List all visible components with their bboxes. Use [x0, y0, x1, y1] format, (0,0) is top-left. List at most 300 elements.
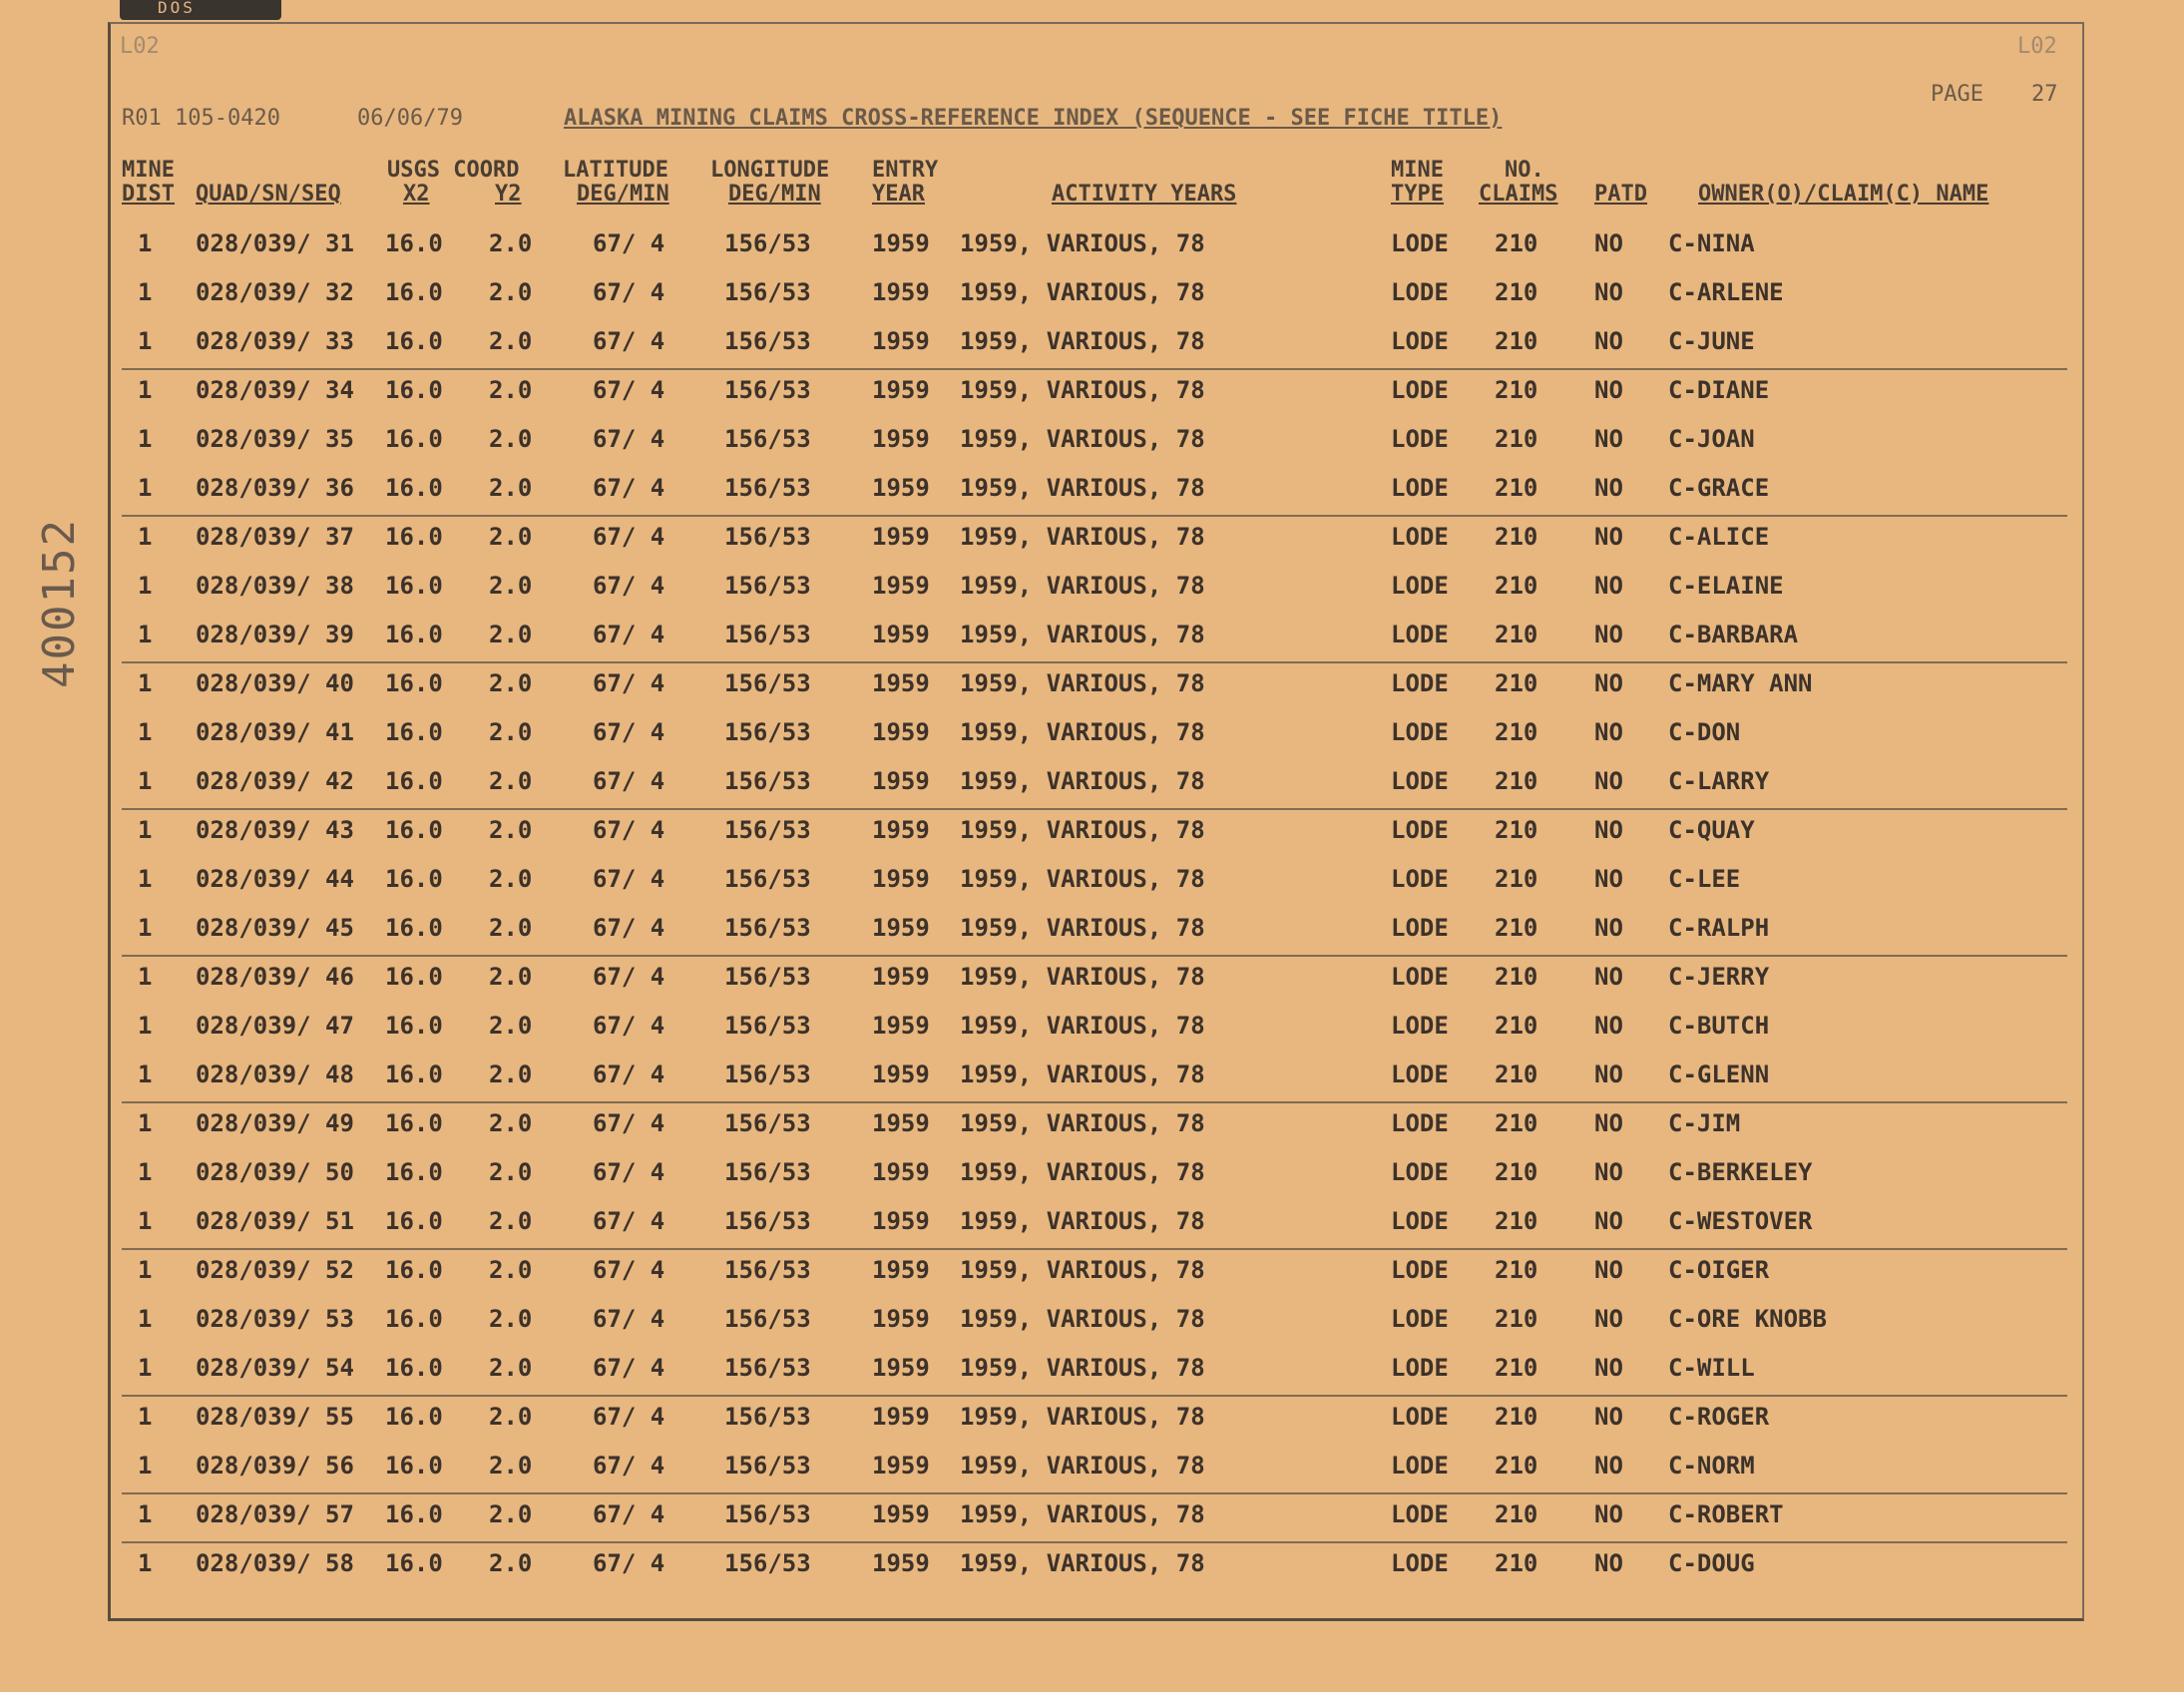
cell-name: C-DOUG	[1668, 1549, 1755, 1577]
cell-entry: 1959	[872, 1060, 930, 1088]
cell-y2: 2.0	[489, 767, 533, 795]
cell-lon: 156/53	[724, 1305, 811, 1333]
cell-x2: 16.0	[385, 1109, 443, 1137]
cell-entry: 1959	[872, 1549, 930, 1577]
cell-patd: NO	[1594, 229, 1623, 257]
cell-lon: 156/53	[724, 1158, 811, 1186]
cell-lat: 67/ 4	[593, 376, 665, 404]
report-title: ALASKA MINING CLAIMS CROSS-REFERENCE INDEX (SEQUENCE - SEE FICHE TITLE)	[564, 106, 1503, 131]
header-quad: QUAD/SN/SEQ	[196, 182, 341, 207]
table-row	[0, 914, 2184, 964]
table-row	[0, 1012, 2184, 1061]
cell-type: LODE	[1391, 1452, 1449, 1480]
side-stamp-number: 400152	[34, 518, 85, 688]
cell-lon: 156/53	[724, 229, 811, 257]
table-row	[0, 718, 2184, 768]
cell-entry: 1959	[872, 425, 930, 453]
cell-x2: 16.0	[385, 1452, 443, 1480]
cell-name: C-JUNE	[1668, 327, 1755, 355]
cell-claims: 210	[1495, 865, 1538, 893]
cell-entry: 1959	[872, 914, 930, 942]
cell-patd: NO	[1594, 1403, 1623, 1431]
cell-name: C-DIANE	[1668, 376, 1770, 404]
cell-quad: 028/039/ 42	[196, 767, 354, 795]
cell-lat: 67/ 4	[593, 718, 665, 746]
cell-activity: 1959, VARIOUS, 78	[960, 1305, 1205, 1333]
cell-name: C-WILL	[1668, 1354, 1755, 1382]
cell-y2: 2.0	[489, 1012, 533, 1040]
cell-activity: 1959, VARIOUS, 78	[960, 621, 1205, 648]
cell-y2: 2.0	[489, 1403, 533, 1431]
cell-quad: 028/039/ 56	[196, 1452, 354, 1480]
cell-x2: 16.0	[385, 669, 443, 697]
cell-type: LODE	[1391, 474, 1449, 502]
cell-x2: 16.0	[385, 816, 443, 844]
cell-quad: 028/039/ 39	[196, 621, 354, 648]
cell-name: C-QUAY	[1668, 816, 1755, 844]
cell-quad: 028/039/ 49	[196, 1109, 354, 1137]
cell-name: C-GRACE	[1668, 474, 1770, 502]
cell-dist: 1	[138, 621, 153, 648]
cell-claims: 210	[1495, 474, 1538, 502]
cell-x2: 16.0	[385, 865, 443, 893]
cell-quad: 028/039/ 34	[196, 376, 354, 404]
cell-quad: 028/039/ 48	[196, 1060, 354, 1088]
cell-quad: 028/039/ 45	[196, 914, 354, 942]
cell-quad: 028/039/ 38	[196, 572, 354, 600]
report-id: R01 105-0420	[122, 106, 280, 131]
cell-quad: 028/039/ 32	[196, 278, 354, 306]
cell-activity: 1959, VARIOUS, 78	[960, 1060, 1205, 1088]
cell-type: LODE	[1391, 1060, 1449, 1088]
cell-quad: 028/039/ 40	[196, 669, 354, 697]
cell-entry: 1959	[872, 669, 930, 697]
cell-name: C-GLENN	[1668, 1060, 1770, 1088]
cell-y2: 2.0	[489, 572, 533, 600]
cell-patd: NO	[1594, 1012, 1623, 1040]
cell-lon: 156/53	[724, 1549, 811, 1577]
cell-dist: 1	[138, 767, 153, 795]
cell-dist: 1	[138, 229, 153, 257]
header-lon-units: DEG/MIN	[728, 182, 821, 207]
header-dist: DIST	[122, 182, 175, 207]
cell-lon: 156/53	[724, 327, 811, 355]
cell-lon: 156/53	[724, 621, 811, 648]
cell-claims: 210	[1495, 1207, 1538, 1235]
cell-entry: 1959	[872, 1500, 930, 1528]
cell-dist: 1	[138, 1403, 153, 1431]
cell-entry: 1959	[872, 1207, 930, 1235]
cell-name: C-LARRY	[1668, 767, 1770, 795]
cell-y2: 2.0	[489, 229, 533, 257]
cell-lat: 67/ 4	[593, 865, 665, 893]
cell-quad: 028/039/ 50	[196, 1158, 354, 1186]
table-row	[0, 1452, 2184, 1501]
cell-patd: NO	[1594, 1305, 1623, 1333]
cell-lon: 156/53	[724, 1256, 811, 1284]
table-row	[0, 963, 2184, 1013]
header-activity-years: ACTIVITY YEARS	[1052, 182, 1237, 207]
cell-lon: 156/53	[724, 1012, 811, 1040]
cell-x2: 16.0	[385, 1207, 443, 1235]
cell-lat: 67/ 4	[593, 1256, 665, 1284]
cell-entry: 1959	[872, 865, 930, 893]
cell-type: LODE	[1391, 963, 1449, 991]
header-claims: CLAIMS	[1479, 182, 1558, 207]
cell-claims: 210	[1495, 621, 1538, 648]
cell-dist: 1	[138, 1549, 153, 1577]
table-row	[0, 1207, 2184, 1257]
cell-activity: 1959, VARIOUS, 78	[960, 523, 1205, 551]
cell-lon: 156/53	[724, 865, 811, 893]
cell-x2: 16.0	[385, 474, 443, 502]
cell-dist: 1	[138, 1158, 153, 1186]
cell-claims: 210	[1495, 767, 1538, 795]
cell-lat: 67/ 4	[593, 1354, 665, 1382]
cell-x2: 16.0	[385, 1012, 443, 1040]
header-type: TYPE	[1391, 182, 1444, 207]
table-row	[0, 1500, 2184, 1550]
cell-type: LODE	[1391, 523, 1449, 551]
cell-type: LODE	[1391, 669, 1449, 697]
cell-name: C-LEE	[1668, 865, 1741, 893]
cell-quad: 028/039/ 58	[196, 1549, 354, 1577]
cell-lat: 67/ 4	[593, 327, 665, 355]
cell-y2: 2.0	[489, 865, 533, 893]
cell-dist: 1	[138, 669, 153, 697]
cell-entry: 1959	[872, 278, 930, 306]
table-row	[0, 1256, 2184, 1306]
table-row	[0, 1060, 2184, 1110]
cell-activity: 1959, VARIOUS, 78	[960, 914, 1205, 942]
cell-entry: 1959	[872, 1012, 930, 1040]
header-x2: X2	[403, 182, 430, 207]
table-row	[0, 474, 2184, 524]
cell-type: LODE	[1391, 1207, 1449, 1235]
cell-activity: 1959, VARIOUS, 78	[960, 1452, 1205, 1480]
table-row	[0, 523, 2184, 573]
cell-type: LODE	[1391, 1549, 1449, 1577]
cell-quad: 028/039/ 43	[196, 816, 354, 844]
cell-type: LODE	[1391, 718, 1449, 746]
cell-x2: 16.0	[385, 278, 443, 306]
cell-name: C-ORE KNOBB	[1668, 1305, 1827, 1333]
cell-name: C-ALICE	[1668, 523, 1770, 551]
cell-x2: 16.0	[385, 1305, 443, 1333]
cell-patd: NO	[1594, 1549, 1623, 1577]
cell-entry: 1959	[872, 1403, 930, 1431]
cell-activity: 1959, VARIOUS, 78	[960, 327, 1205, 355]
cell-quad: 028/039/ 41	[196, 718, 354, 746]
cell-patd: NO	[1594, 669, 1623, 697]
cell-name: C-ARLENE	[1668, 278, 1784, 306]
cell-name: C-BERKELEY	[1668, 1158, 1813, 1186]
cell-patd: NO	[1594, 718, 1623, 746]
cell-activity: 1959, VARIOUS, 78	[960, 1256, 1205, 1284]
cell-type: LODE	[1391, 1012, 1449, 1040]
cell-type: LODE	[1391, 278, 1449, 306]
cell-patd: NO	[1594, 816, 1623, 844]
cell-claims: 210	[1495, 1012, 1538, 1040]
cell-name: C-ROGER	[1668, 1403, 1770, 1431]
cell-activity: 1959, VARIOUS, 78	[960, 229, 1205, 257]
cell-claims: 210	[1495, 1452, 1538, 1480]
cell-lon: 156/53	[724, 1207, 811, 1235]
table-row	[0, 1354, 2184, 1404]
cell-lat: 67/ 4	[593, 523, 665, 551]
cell-activity: 1959, VARIOUS, 78	[960, 1354, 1205, 1382]
cell-lat: 67/ 4	[593, 1109, 665, 1137]
corner-label-left: L02	[120, 34, 160, 59]
cell-lon: 156/53	[724, 523, 811, 551]
cell-type: LODE	[1391, 1354, 1449, 1382]
cell-quad: 028/039/ 37	[196, 523, 354, 551]
cell-x2: 16.0	[385, 376, 443, 404]
cell-claims: 210	[1495, 1549, 1538, 1577]
cell-lon: 156/53	[724, 767, 811, 795]
cell-dist: 1	[138, 816, 153, 844]
cell-lat: 67/ 4	[593, 1012, 665, 1040]
cell-dist: 1	[138, 718, 153, 746]
cell-lon: 156/53	[724, 963, 811, 991]
cell-type: LODE	[1391, 1500, 1449, 1528]
cell-lat: 67/ 4	[593, 914, 665, 942]
cell-dist: 1	[138, 376, 153, 404]
cell-lat: 67/ 4	[593, 1305, 665, 1333]
cell-claims: 210	[1495, 669, 1538, 697]
cell-y2: 2.0	[489, 278, 533, 306]
cell-lat: 67/ 4	[593, 572, 665, 600]
table-row	[0, 327, 2184, 377]
cell-claims: 210	[1495, 1403, 1538, 1431]
cell-y2: 2.0	[489, 1452, 533, 1480]
cell-x2: 16.0	[385, 1354, 443, 1382]
cell-y2: 2.0	[489, 1158, 533, 1186]
cell-claims: 210	[1495, 1354, 1538, 1382]
cell-entry: 1959	[872, 1354, 930, 1382]
cell-activity: 1959, VARIOUS, 78	[960, 963, 1205, 991]
cell-patd: NO	[1594, 1207, 1623, 1235]
cell-name: C-NORM	[1668, 1452, 1755, 1480]
cell-name: C-WESTOVER	[1668, 1207, 1813, 1235]
cell-lon: 156/53	[724, 572, 811, 600]
cell-type: LODE	[1391, 327, 1449, 355]
tab-label: DOS	[158, 0, 196, 17]
cell-lon: 156/53	[724, 278, 811, 306]
cell-patd: NO	[1594, 1158, 1623, 1186]
cell-x2: 16.0	[385, 1256, 443, 1284]
cell-dist: 1	[138, 1452, 153, 1480]
cell-claims: 210	[1495, 963, 1538, 991]
cell-x2: 16.0	[385, 572, 443, 600]
cell-lon: 156/53	[724, 1452, 811, 1480]
cell-y2: 2.0	[489, 1256, 533, 1284]
cell-patd: NO	[1594, 963, 1623, 991]
cell-entry: 1959	[872, 1256, 930, 1284]
table-row	[0, 865, 2184, 915]
cell-claims: 210	[1495, 914, 1538, 942]
table-row	[0, 1549, 2184, 1599]
cell-x2: 16.0	[385, 621, 443, 648]
cell-x2: 16.0	[385, 1549, 443, 1577]
cell-patd: NO	[1594, 425, 1623, 453]
header-lat-units: DEG/MIN	[577, 182, 669, 207]
cell-entry: 1959	[872, 1109, 930, 1137]
cell-entry: 1959	[872, 376, 930, 404]
cell-name: C-ELAINE	[1668, 572, 1784, 600]
table-row	[0, 1158, 2184, 1208]
cell-entry: 1959	[872, 474, 930, 502]
cell-lat: 67/ 4	[593, 1452, 665, 1480]
cell-lon: 156/53	[724, 1109, 811, 1137]
cell-type: LODE	[1391, 1158, 1449, 1186]
table-row	[0, 229, 2184, 279]
cell-dist: 1	[138, 1256, 153, 1284]
header-longitude: LONGITUDE	[710, 158, 830, 183]
cell-dist: 1	[138, 572, 153, 600]
cell-quad: 028/039/ 57	[196, 1500, 354, 1528]
cell-lon: 156/53	[724, 669, 811, 697]
cell-name: C-OIGER	[1668, 1256, 1770, 1284]
cell-activity: 1959, VARIOUS, 78	[960, 767, 1205, 795]
corner-label-right: L02	[2017, 34, 2057, 59]
cell-y2: 2.0	[489, 425, 533, 453]
cell-patd: NO	[1594, 1109, 1623, 1137]
cell-type: LODE	[1391, 621, 1449, 648]
cell-dist: 1	[138, 1207, 153, 1235]
cell-quad: 028/039/ 47	[196, 1012, 354, 1040]
cell-name: C-DON	[1668, 718, 1741, 746]
cell-dist: 1	[138, 1500, 153, 1528]
cell-activity: 1959, VARIOUS, 78	[960, 376, 1205, 404]
table-row	[0, 278, 2184, 328]
cell-patd: NO	[1594, 376, 1623, 404]
cell-type: LODE	[1391, 1305, 1449, 1333]
cell-quad: 028/039/ 36	[196, 474, 354, 502]
cell-lat: 67/ 4	[593, 669, 665, 697]
header-owner-claim-name: OWNER(O)/CLAIM(C) NAME	[1698, 182, 1989, 207]
cell-quad: 028/039/ 31	[196, 229, 354, 257]
cell-lat: 67/ 4	[593, 1207, 665, 1235]
cell-y2: 2.0	[489, 914, 533, 942]
cell-lat: 67/ 4	[593, 963, 665, 991]
cell-claims: 210	[1495, 1109, 1538, 1137]
cell-y2: 2.0	[489, 1207, 533, 1235]
cell-lon: 156/53	[724, 1403, 811, 1431]
cell-activity: 1959, VARIOUS, 78	[960, 1012, 1205, 1040]
cell-entry: 1959	[872, 1452, 930, 1480]
cell-lon: 156/53	[724, 1500, 811, 1528]
cell-claims: 210	[1495, 1305, 1538, 1333]
cell-entry: 1959	[872, 621, 930, 648]
table-row	[0, 376, 2184, 426]
cell-y2: 2.0	[489, 1500, 533, 1528]
cell-entry: 1959	[872, 1158, 930, 1186]
table-row	[0, 1109, 2184, 1159]
cell-type: LODE	[1391, 572, 1449, 600]
cell-dist: 1	[138, 327, 153, 355]
cell-dist: 1	[138, 865, 153, 893]
cell-lat: 67/ 4	[593, 816, 665, 844]
cell-type: LODE	[1391, 425, 1449, 453]
cell-dist: 1	[138, 278, 153, 306]
cell-x2: 16.0	[385, 963, 443, 991]
header-latitude: LATITUDE	[563, 158, 668, 183]
cell-patd: NO	[1594, 1256, 1623, 1284]
cell-patd: NO	[1594, 474, 1623, 502]
cell-y2: 2.0	[489, 621, 533, 648]
cell-y2: 2.0	[489, 1354, 533, 1382]
cell-patd: NO	[1594, 327, 1623, 355]
cell-lon: 156/53	[724, 1354, 811, 1382]
cell-patd: NO	[1594, 767, 1623, 795]
cell-name: C-MARY ANN	[1668, 669, 1813, 697]
cell-patd: NO	[1594, 1452, 1623, 1480]
cell-y2: 2.0	[489, 816, 533, 844]
cell-dist: 1	[138, 1109, 153, 1137]
cell-lon: 156/53	[724, 914, 811, 942]
cell-claims: 210	[1495, 278, 1538, 306]
cell-type: LODE	[1391, 865, 1449, 893]
cell-y2: 2.0	[489, 474, 533, 502]
page-number: 27	[2031, 82, 2058, 107]
header-year: YEAR	[872, 182, 925, 207]
cell-type: LODE	[1391, 1256, 1449, 1284]
cell-activity: 1959, VARIOUS, 78	[960, 669, 1205, 697]
cell-dist: 1	[138, 425, 153, 453]
cell-name: C-NINA	[1668, 229, 1755, 257]
header-entry: ENTRY	[872, 158, 939, 183]
page-label: PAGE	[1931, 82, 1983, 107]
cell-quad: 028/039/ 33	[196, 327, 354, 355]
cell-type: LODE	[1391, 229, 1449, 257]
cell-claims: 210	[1495, 572, 1538, 600]
cell-type: LODE	[1391, 376, 1449, 404]
cell-lat: 67/ 4	[593, 229, 665, 257]
cell-activity: 1959, VARIOUS, 78	[960, 865, 1205, 893]
cell-lon: 156/53	[724, 376, 811, 404]
cell-entry: 1959	[872, 1305, 930, 1333]
table-row	[0, 816, 2184, 866]
cell-type: LODE	[1391, 914, 1449, 942]
cell-x2: 16.0	[385, 1060, 443, 1088]
cell-lon: 156/53	[724, 474, 811, 502]
cell-entry: 1959	[872, 523, 930, 551]
cell-lat: 67/ 4	[593, 1158, 665, 1186]
cell-lon: 156/53	[724, 1060, 811, 1088]
table-row	[0, 669, 2184, 719]
cell-claims: 210	[1495, 1158, 1538, 1186]
cell-entry: 1959	[872, 767, 930, 795]
cell-dist: 1	[138, 523, 153, 551]
cell-quad: 028/039/ 44	[196, 865, 354, 893]
cell-lat: 67/ 4	[593, 1060, 665, 1088]
cell-name: C-JOAN	[1668, 425, 1755, 453]
cell-patd: NO	[1594, 865, 1623, 893]
cell-lat: 67/ 4	[593, 621, 665, 648]
cell-quad: 028/039/ 51	[196, 1207, 354, 1235]
report-date: 06/06/79	[357, 106, 463, 131]
cell-entry: 1959	[872, 963, 930, 991]
cell-lat: 67/ 4	[593, 1403, 665, 1431]
cell-quad: 028/039/ 52	[196, 1256, 354, 1284]
cell-x2: 16.0	[385, 1500, 443, 1528]
cell-entry: 1959	[872, 572, 930, 600]
cell-type: LODE	[1391, 816, 1449, 844]
header-mine-type-top: MINE	[1391, 158, 1444, 183]
cell-lat: 67/ 4	[593, 425, 665, 453]
header-y2: Y2	[495, 182, 522, 207]
